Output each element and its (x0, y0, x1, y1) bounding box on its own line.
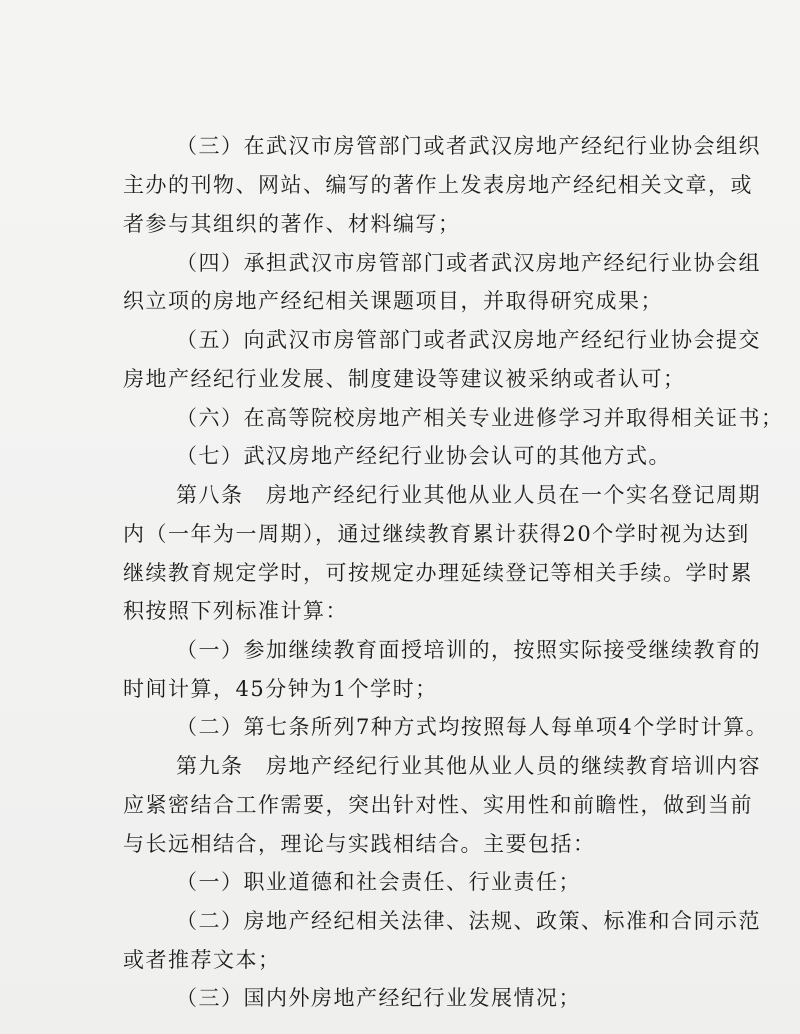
text-line: （二）第七条所列7种方式均按照每人每单项4个学时计算。 (176, 715, 769, 739)
text-line: 时间计算，45分钟为1个学时； (123, 677, 438, 701)
text-line: 房地产经纪行业发展、制度建设等建议被采纳或者认可； (123, 367, 686, 391)
text-line: （三）国内外房地产经纪行业发展情况； (176, 986, 581, 1010)
text-line: （五）向武汉市房管部门或者武汉房地产经纪行业协会提交 (176, 328, 761, 352)
text-line: 积按照下列标准计算： (123, 599, 348, 623)
text-line: （一）职业道德和社会责任、行业责任； (176, 870, 581, 894)
text-line: 织立项的房地产经纪相关课题项目，并取得研究成果； (123, 289, 663, 313)
text-line: （四）承担武汉市房管部门或者武汉房地产经纪行业协会组 (176, 251, 761, 275)
text-line: 第九条 房地产经纪行业其他从业人员的继续教育培训内容 (176, 754, 761, 778)
text-line: 与长远相结合，理论与实践相结合。主要包括： (123, 832, 596, 856)
text-line: 继续教育规定学时，可按规定办理延续登记等相关手续。学时累 (123, 561, 753, 585)
text-line: 或者推荐文本； (123, 948, 281, 972)
text-line: 内（一年为一周期），通过继续教育累计获得20个学时视为达到 (123, 522, 750, 546)
text-line: （一）参加继续教育面授培训的，按照实际接受继续教育的 (176, 638, 761, 662)
text-line: （七）武汉房地产经纪行业协会认可的其他方式。 (176, 444, 671, 468)
text-line: （三）在武汉市房管部门或者武汉房地产经纪行业协会组织 (176, 134, 761, 158)
text-line: 第八条 房地产经纪行业其他从业人员在一个实名登记周期 (176, 483, 761, 507)
text-line: （二）房地产经纪相关法律、法规、政策、标准和合同示范 (176, 909, 761, 933)
text-line: 主办的刊物、网站、编写的著作上发表房地产经纪相关文章，或 (123, 173, 753, 197)
text-line: （六）在高等院校房地产相关专业进修学习并取得相关证书； (176, 406, 784, 430)
text-line: 应紧密结合工作需要，突出针对性、实用性和前瞻性，做到当前 (123, 793, 753, 817)
text-line: 者参与其组织的著作、材料编写； (123, 212, 461, 236)
